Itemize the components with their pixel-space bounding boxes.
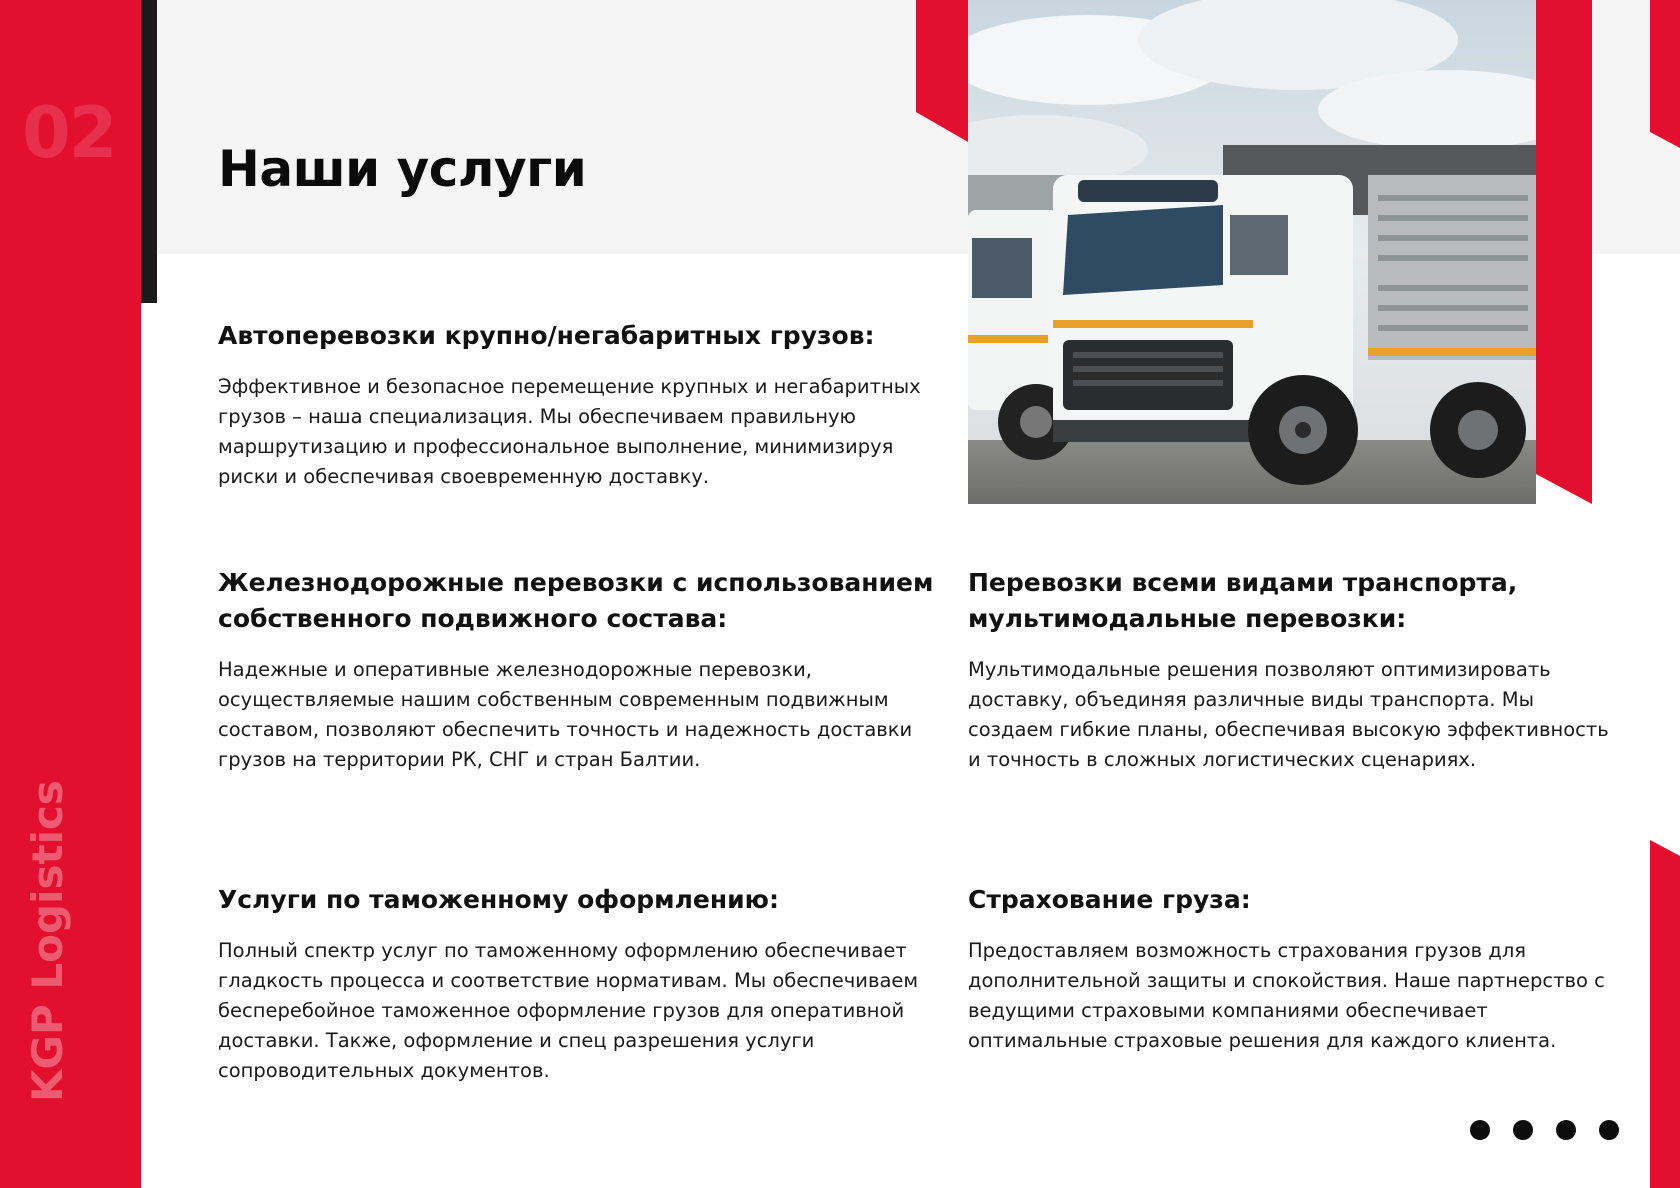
red-slant-decoration-left <box>916 0 968 142</box>
brand-vertical-text: KGP Logistics <box>23 780 72 1102</box>
red-corner-decoration-top <box>1650 0 1680 148</box>
service-text: Предоставляем возможность страхования грузов для дополнительной защиты и спокойствия. Наше партнерство с ведущими страховыми компаниями обеспечивает оптимальные страховые решения для каждого клиента. <box>968 939 1605 1052</box>
service-text: Полный спектр услуг по таможенному оформлению обеспечивает гладкость процесса и соответствие нормативам. Мы обеспечиваем бесперебойное таможенное оформление грузов для оперативной доставки. Также, оформление и спец разрешения услуги сопроводительных документов. <box>218 939 919 1082</box>
red-slant-decoration-right <box>1536 0 1592 504</box>
pagination-dots <box>1470 1120 1619 1140</box>
service-multimodal <box>968 565 1618 775</box>
service-road-transport <box>218 318 938 492</box>
service-title: Услуги по таможенному оформлению: <box>218 885 779 914</box>
red-corner-decoration-bottom <box>1650 840 1680 1188</box>
service-customs <box>218 882 938 1086</box>
pagination-dot[interactable] <box>1470 1120 1490 1140</box>
page-title: Наши услуги <box>218 140 587 198</box>
service-insurance <box>968 882 1618 1056</box>
service-text: Эффективное и безопасное перемещение крупных и негабаритных грузов – наша специализация. Мы обеспечиваем правильную маршрутизацию и профессиональное выполнение, минимизируя риски и обеспечивая своевременную доставку. <box>218 375 921 488</box>
service-title: Страхование груза: <box>968 885 1251 914</box>
service-title: Перевозки всеми видами транспорта, мультимодальные перевозки: <box>968 568 1518 633</box>
service-title: Железнодорожные перевозки с использованием собственного подвижного состава: <box>218 568 934 633</box>
dark-accent-bar <box>141 0 157 303</box>
page-number: 02 <box>22 92 116 174</box>
service-text: Надежные и оперативные железнодорожные перевозки, осуществляемые нашим собственным современным подвижным составом, позволяют обеспечить точность и надежность доставки грузов на территории РК, СНГ и стран Балтии. <box>218 658 913 771</box>
service-title: Автоперевозки крупно/негабаритных грузов: <box>218 321 875 350</box>
service-rail-transport <box>218 565 938 775</box>
service-text: Мультимодальные решения позволяют оптимизировать доставку, объединяя различные виды транспорта. Мы создаем гибкие планы, обеспечивая высокую эффективность и точность в сложных логистических сценариях. <box>968 658 1609 771</box>
pagination-dot[interactable] <box>1556 1120 1576 1140</box>
pagination-dot[interactable] <box>1513 1120 1533 1140</box>
truck-image <box>968 0 1536 504</box>
truck-photo <box>968 0 1536 504</box>
pagination-dot[interactable] <box>1599 1120 1619 1140</box>
